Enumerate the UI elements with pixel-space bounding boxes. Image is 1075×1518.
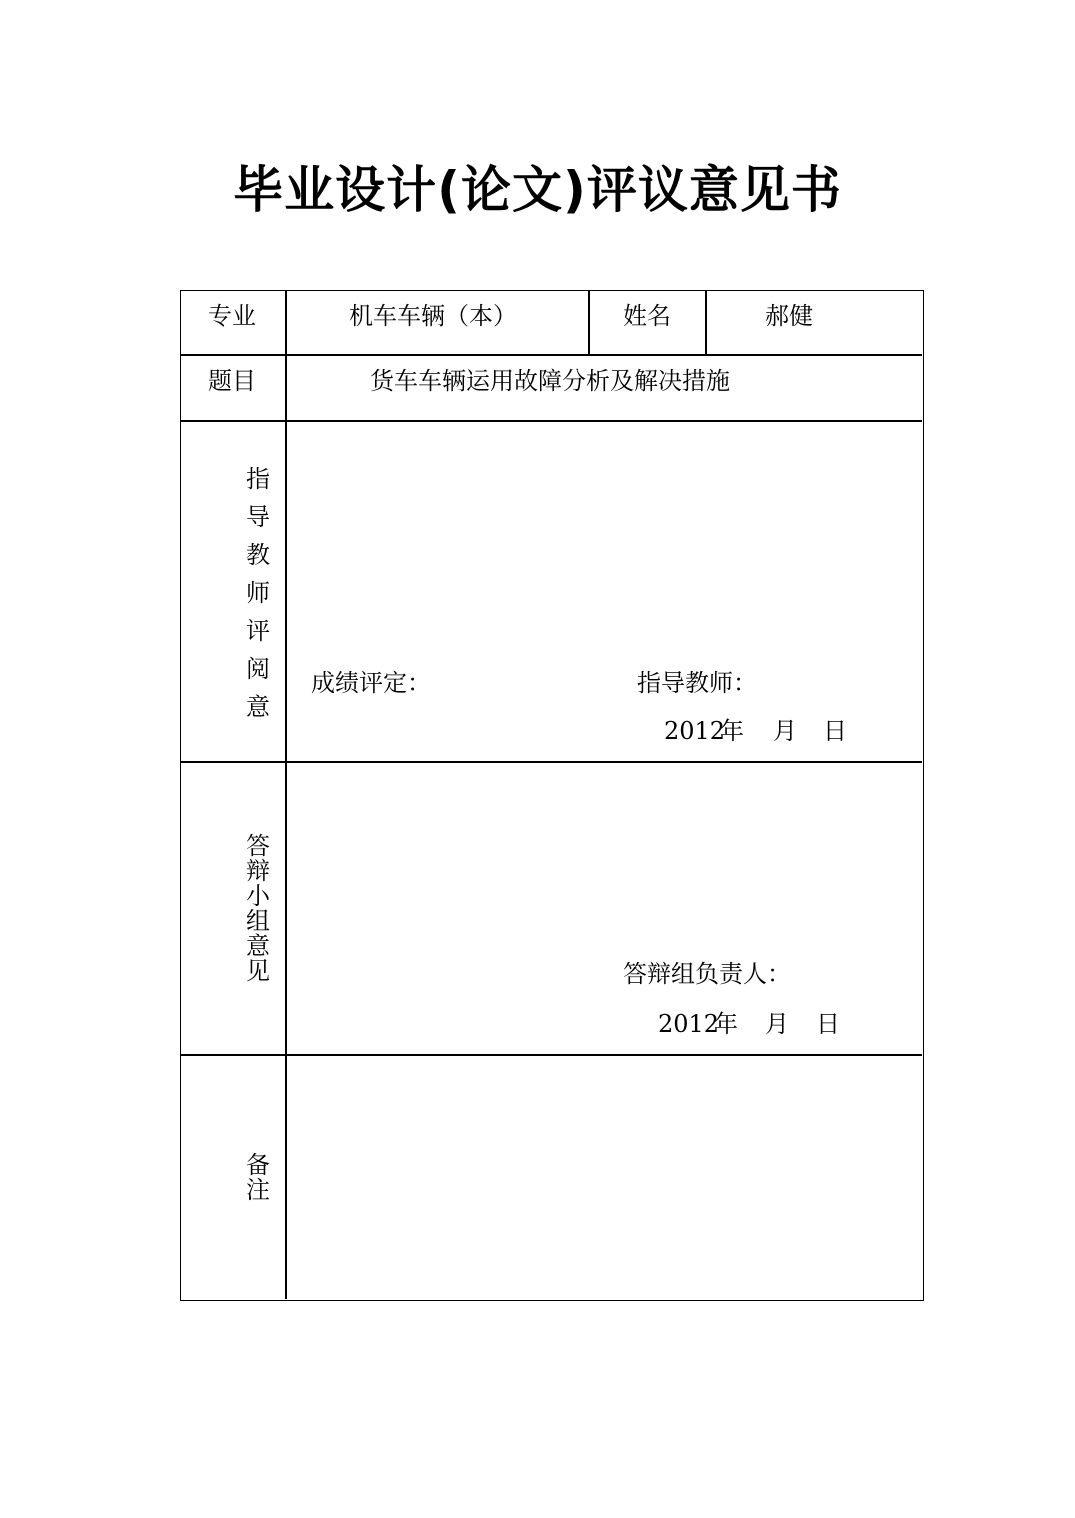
- advisor-section-label: 指 导 教 师 评 阅 意: [246, 465, 270, 721]
- remarks-section-label: 备 注: [246, 1151, 270, 1204]
- defense-section-label: 答 辩 小 组 意 见: [246, 832, 270, 985]
- defense-date-year: 2012: [658, 1010, 720, 1038]
- major-label: 专业: [208, 302, 256, 330]
- advisor-date-day-unit: 日: [823, 717, 847, 745]
- major-value: 机车车辆（本）: [349, 302, 517, 330]
- topic-value: 货车车辆运用故障分析及解决措施: [370, 367, 730, 395]
- defense-date-day-unit: 日: [816, 1010, 840, 1038]
- label-column-divider: [285, 291, 287, 1299]
- grade-label: 成绩评定：: [311, 669, 431, 697]
- defense-signature-label: 答辩组负责人：: [623, 960, 791, 988]
- row1-divider: [588, 291, 590, 355]
- defense-date-month-unit: 月: [765, 1010, 789, 1038]
- advisor-signature-label: 指导教师：: [637, 669, 757, 697]
- name-value: 郝健: [765, 302, 813, 330]
- row-divider: [181, 761, 922, 763]
- row1-divider: [705, 291, 707, 355]
- page-title: 毕业设计(论文)评议意见书: [233, 161, 842, 219]
- advisor-date-month-unit: 月: [773, 717, 797, 745]
- defense-date-year-unit: 年: [714, 1010, 738, 1038]
- evaluation-form-table: [180, 290, 924, 1301]
- advisor-date-year: 2012: [664, 717, 726, 745]
- topic-label: 题目: [208, 367, 256, 395]
- row-divider: [181, 1054, 922, 1056]
- row-divider: [181, 354, 922, 356]
- advisor-date-year-unit: 年: [720, 717, 744, 745]
- name-label: 姓名: [623, 302, 671, 330]
- row-divider: [181, 420, 922, 422]
